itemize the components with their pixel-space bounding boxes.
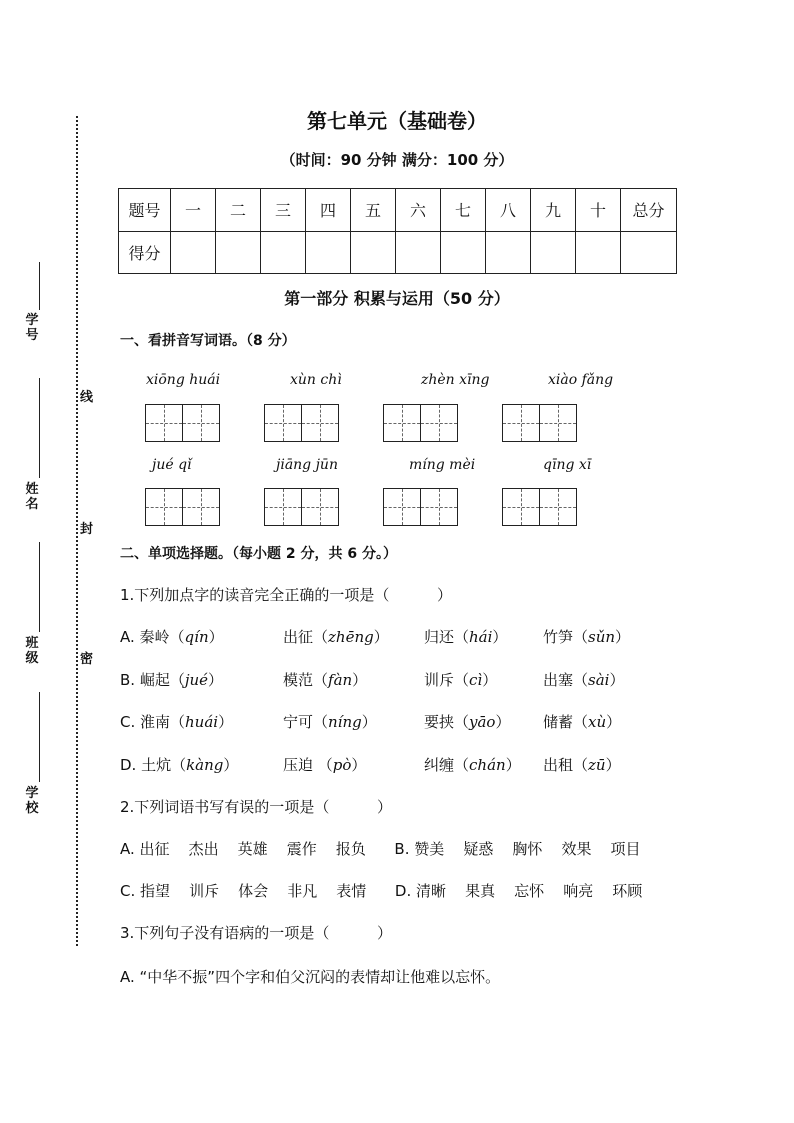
- option-pinyin: qín: [184, 628, 209, 646]
- part-one-title: 第一部分 积累与运用（50 分）: [284, 289, 510, 308]
- option-word: 模范（: [283, 671, 329, 689]
- option-word: 出征（: [283, 628, 329, 646]
- pinyin-word: jiāng jūn: [276, 457, 338, 473]
- score-cell[interactable]: [576, 231, 621, 274]
- pinyin-word: jué qǐ: [152, 457, 192, 473]
- writing-grid[interactable]: [145, 404, 218, 442]
- table-header-cell: 五: [351, 189, 396, 232]
- pinyin-word: qīng xī: [543, 457, 592, 473]
- question-1-option-item: [283, 754, 366, 775]
- section-one-heading: 一、看拼音写词语。（8 分）: [120, 333, 296, 349]
- option-pinyin: sǔn: [588, 628, 616, 646]
- binding-dotted-line: [76, 116, 78, 946]
- option-close-paren: ）: [482, 671, 498, 689]
- section-two-heading: 二、单项选择题。（每小题 2 分，共 6 分。）: [120, 546, 397, 562]
- table-header-cell: 一: [171, 189, 216, 232]
- table-header-cell: 三: [261, 189, 306, 232]
- option-close-paren: ）: [605, 756, 621, 774]
- question-1-option-item: [424, 669, 497, 690]
- writing-grid[interactable]: [502, 488, 575, 526]
- writing-grid[interactable]: [502, 404, 575, 442]
- question-1-option-item: [283, 669, 367, 690]
- table-header-cell: 九: [531, 189, 576, 232]
- option-word: C. 淮南（: [120, 713, 186, 731]
- question-1-option-item: [283, 711, 377, 732]
- score-row-label: 得分: [119, 231, 171, 274]
- question-1-option-item: [543, 754, 621, 775]
- option-word: 竹笋（: [543, 628, 589, 646]
- option-close-paren: ）: [615, 628, 631, 646]
- table-header-cell: 十: [576, 189, 621, 232]
- option-word: 出租（: [543, 756, 589, 774]
- option-pinyin: pò: [332, 756, 352, 774]
- option-pinyin: cì: [469, 671, 483, 689]
- score-cell[interactable]: [486, 231, 531, 274]
- question-1-option-item: [120, 669, 223, 690]
- question-1-option-item: [424, 711, 510, 732]
- score-cell[interactable]: [306, 231, 351, 274]
- option-close-paren: ）: [609, 671, 625, 689]
- option-pinyin: níng: [328, 713, 362, 731]
- option-pinyin: hái: [469, 628, 493, 646]
- option-word: 储蓄（: [543, 713, 589, 731]
- option-word: 宁可（: [283, 713, 329, 731]
- cut-line-char-feng: 封: [80, 522, 94, 537]
- option-close-paren: ）: [606, 713, 622, 731]
- option-pinyin: huái: [185, 713, 219, 731]
- question-1-option-item: [120, 626, 224, 647]
- writing-grid[interactable]: [264, 488, 337, 526]
- class-line: [39, 542, 40, 632]
- school-label: 学校: [25, 786, 39, 816]
- writing-grid[interactable]: [383, 404, 456, 442]
- option-word: 出塞（: [543, 671, 589, 689]
- class-label: 班级: [25, 636, 39, 666]
- option-close-paren: ）: [218, 713, 234, 731]
- score-cell[interactable]: [441, 231, 486, 274]
- option-close-paren: ）: [361, 713, 377, 731]
- score-cell[interactable]: [621, 231, 677, 274]
- name-label: 姓名: [25, 482, 39, 512]
- score-cell[interactable]: [261, 231, 306, 274]
- table-header-cell: 七: [441, 189, 486, 232]
- question-1-stem: 1.下列加点字的读音完全正确的一项是（ ）: [120, 586, 452, 604]
- writing-grid[interactable]: [264, 404, 337, 442]
- cut-line-char-xian: 线: [80, 390, 94, 405]
- question-2-options-row: A. 出征 杰出 英雄 震作 报负 B. 赞美 疑惑 胸怀 效果 项目: [120, 840, 641, 858]
- option-close-paren: ）: [351, 756, 367, 774]
- question-3-option-a: A. “中华不振”四个字和伯父沉闷的表情却让他难以忘怀。: [120, 968, 501, 986]
- option-pinyin: kàng: [186, 756, 224, 774]
- name-line: [39, 378, 40, 478]
- score-cell[interactable]: [216, 231, 261, 274]
- question-1-option-item: [424, 754, 521, 775]
- question-1-option-item: [424, 626, 507, 647]
- option-pinyin: yāo: [469, 713, 496, 731]
- table-header-cell: 四: [306, 189, 351, 232]
- question-1-option-item: [543, 669, 624, 690]
- writing-grid[interactable]: [383, 488, 456, 526]
- question-1-option-item: [543, 626, 630, 647]
- option-word: A. 秦岭（: [120, 628, 185, 646]
- question-2-stem: 2.下列词语书写有误的一项是（ ）: [120, 798, 392, 816]
- score-cell[interactable]: [171, 231, 216, 274]
- option-close-paren: ）: [492, 628, 508, 646]
- question-3-stem: 3.下列句子没有语病的一项是（ ）: [120, 924, 392, 942]
- score-cell[interactable]: [396, 231, 441, 274]
- pinyin-word: míng mèi: [409, 457, 476, 473]
- option-close-paren: ）: [495, 713, 511, 731]
- option-pinyin: zhēng: [328, 628, 374, 646]
- question-1-option-item: [120, 754, 238, 775]
- option-pinyin: zū: [588, 756, 606, 774]
- table-header-cell: 八: [486, 189, 531, 232]
- question-1-option-item: [283, 626, 389, 647]
- pinyin-word: xiào fǎng: [548, 372, 614, 388]
- option-pinyin: sài: [588, 671, 610, 689]
- score-cell[interactable]: [531, 231, 576, 274]
- table-header-cell: 六: [396, 189, 441, 232]
- table-header-cell: 题号: [119, 189, 171, 232]
- question-1-option-item: [120, 711, 233, 732]
- option-pinyin: chán: [469, 756, 506, 774]
- exam-info: （时间：90 分钟 满分：100 分）: [280, 151, 514, 169]
- cut-line-char-mi: 密: [80, 652, 94, 667]
- option-close-paren: ）: [505, 756, 521, 774]
- table-header-cell: 总分: [621, 189, 677, 232]
- pinyin-word: zhèn xīng: [421, 372, 490, 388]
- option-close-paren: ）: [223, 756, 239, 774]
- option-word: 压迫 （: [283, 756, 333, 774]
- option-word: 要挟（: [424, 713, 470, 731]
- table-header-cell: 二: [216, 189, 261, 232]
- option-close-paren: ）: [208, 628, 224, 646]
- option-close-paren: ）: [352, 671, 368, 689]
- writing-grid[interactable]: [145, 488, 218, 526]
- school-line: [39, 692, 40, 782]
- option-word: 归还（: [424, 628, 470, 646]
- question-1-option-item: [543, 711, 621, 732]
- pinyin-word: xùn chì: [290, 372, 342, 388]
- option-word: D. 土炕（: [120, 756, 187, 774]
- score-cell[interactable]: [351, 231, 396, 274]
- option-close-paren: ）: [373, 628, 389, 646]
- option-pinyin: fàn: [328, 671, 353, 689]
- option-word: 训斥（: [424, 671, 470, 689]
- pinyin-word: xiōng huái: [146, 372, 221, 388]
- option-word: B. 崛起（: [120, 671, 185, 689]
- option-close-paren: ）: [208, 671, 224, 689]
- student-id-label: 学号: [25, 313, 39, 343]
- page-title: 第七单元（基础卷）: [307, 109, 487, 133]
- option-pinyin: jué: [184, 671, 209, 689]
- option-word: 纠缠（: [424, 756, 470, 774]
- option-pinyin: xù: [588, 713, 607, 731]
- score-table: [118, 188, 677, 274]
- question-2-options-row: C. 指望 训斥 体会 非凡 表情 D. 清晰 果真 忘怀 响亮 环顾: [120, 882, 643, 900]
